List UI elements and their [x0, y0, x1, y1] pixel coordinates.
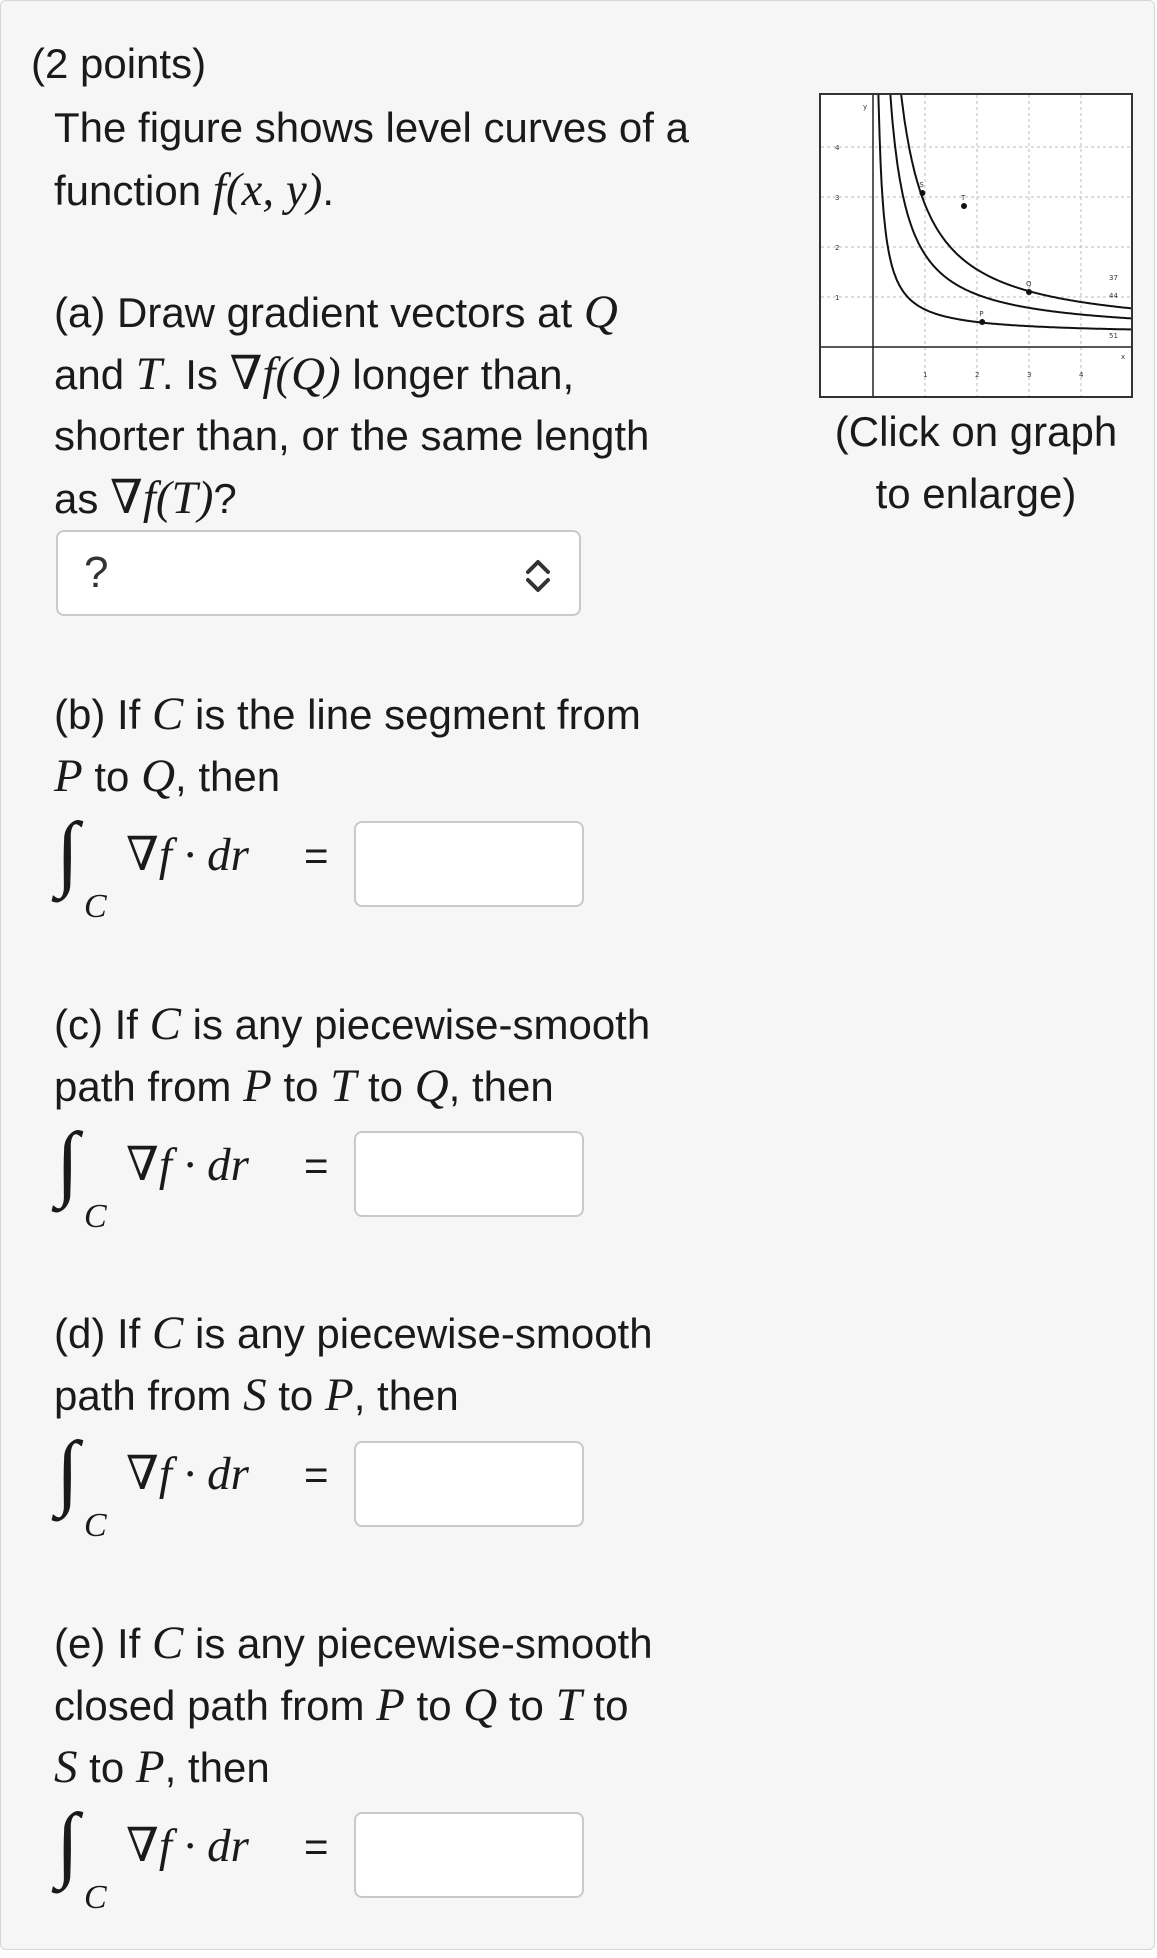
part-e-line-2	[54, 1674, 628, 1737]
part-c-text: , then	[448, 1063, 554, 1110]
part-e-text: , then	[164, 1744, 270, 1791]
part-d-line-1	[54, 1302, 653, 1365]
point-Q	[1026, 289, 1032, 295]
part-b-integral	[54, 807, 354, 927]
point-Q: Q	[414, 1060, 449, 1112]
part-e-integral	[54, 1798, 354, 1918]
part-d-text: , then	[353, 1372, 459, 1419]
intro-text: function	[54, 167, 213, 214]
curve-C: C	[152, 688, 184, 740]
y-tick-label: 2	[835, 244, 840, 252]
part-b-answer-input[interactable]	[354, 821, 584, 907]
graph-caption-line-1: (Click on graph	[834, 408, 1118, 455]
point-S	[919, 190, 925, 196]
x-axis-label: x	[1121, 353, 1126, 361]
point-label: P	[979, 310, 984, 318]
integral-sign: ∫	[56, 806, 80, 899]
part-e-text: to	[404, 1682, 464, 1729]
integrand: ∇f · dr⃗	[126, 1820, 286, 1872]
part-d-answer-input[interactable]	[354, 1441, 584, 1527]
integral-sign: ∫	[56, 1425, 80, 1518]
x-tick-label: 4	[1079, 371, 1084, 379]
part-d-text: is any piecewise-smooth	[183, 1310, 653, 1357]
part-c-line-1	[54, 993, 650, 1056]
part-e-text: closed path from	[54, 1682, 377, 1729]
graph-caption-line-2: to enlarge)	[875, 470, 1077, 517]
x-tick-label: 1	[923, 371, 928, 379]
level-curve-37	[896, 95, 1131, 312]
integral-subscript: C	[84, 1879, 107, 1916]
curve-C: C	[152, 1617, 184, 1669]
part-a-line-2	[54, 343, 574, 406]
part-b-text: to	[82, 753, 142, 800]
part-d-line-2	[54, 1364, 459, 1427]
level-curves-plot	[821, 95, 1131, 396]
part-c-line-2	[54, 1055, 554, 1118]
part-a-text: (a) Draw gradient vectors at	[54, 289, 584, 336]
point-label: T	[961, 194, 966, 202]
part-e-text: to	[581, 1682, 629, 1729]
intro-line-2	[54, 159, 334, 222]
point-Q: Q	[141, 750, 176, 802]
level-curves-graph[interactable]	[819, 93, 1133, 398]
part-c-text: to	[271, 1063, 331, 1110]
part-c-text: to	[356, 1063, 415, 1110]
part-e-text: is any piecewise-smooth	[183, 1620, 653, 1667]
equals-sign: =	[304, 1823, 329, 1870]
part-c-integral	[54, 1117, 354, 1237]
part-d-integral	[54, 1426, 354, 1546]
point-Q: Q	[463, 1679, 498, 1731]
part-e-line-3	[54, 1736, 270, 1799]
point-P: P	[376, 1679, 405, 1731]
point-label: Q	[1026, 280, 1032, 288]
part-b-text: is the line segment from	[183, 691, 641, 738]
y-axis-label: y	[863, 103, 868, 111]
point-T: T	[135, 348, 162, 400]
points-label: (2 points)	[31, 40, 207, 87]
part-a-select[interactable]	[56, 530, 581, 616]
integrand: ∇f · dr⃗	[126, 1139, 286, 1191]
x-tick-label: 2	[975, 371, 980, 379]
point-T	[961, 203, 967, 209]
part-e-answer-input[interactable]	[354, 1812, 584, 1898]
integral-subscript: C	[84, 1507, 107, 1544]
integral-subscript: C	[84, 1198, 107, 1235]
grad-f-T: ∇f(T)	[110, 472, 214, 524]
integrand: ∇f · dr⃗	[126, 829, 286, 881]
part-c-text: path from	[54, 1063, 244, 1110]
part-c-text: (c) If	[54, 1001, 150, 1048]
part-a-text: as	[54, 475, 111, 522]
part-e-text: to	[77, 1744, 136, 1791]
part-d-text: (d) If	[54, 1310, 153, 1357]
curve-C: C	[152, 1307, 184, 1359]
equals-sign: =	[304, 1451, 329, 1498]
part-a-text: ?	[213, 475, 237, 522]
x-tick-label: 3	[1027, 371, 1032, 379]
part-b-text: , then	[175, 753, 281, 800]
point-S: S	[54, 1741, 78, 1793]
integrand: ∇f · dr⃗	[126, 1448, 286, 1500]
part-e-text: (e) If	[54, 1620, 153, 1667]
level-curve-51	[878, 95, 1132, 330]
point-T: T	[330, 1060, 357, 1112]
equals-sign: =	[304, 1142, 329, 1189]
grad-f-Q: ∇f(Q)	[229, 348, 341, 400]
graph-caption	[819, 401, 1133, 525]
point-S: S	[243, 1369, 267, 1421]
point-label: S	[919, 181, 924, 189]
part-c-text: is any piecewise-smooth	[181, 1001, 651, 1048]
y-tick-label: 1	[835, 294, 840, 302]
part-b-line-1	[54, 683, 641, 746]
intro-line-1: The figure shows level curves of a	[54, 104, 689, 151]
y-tick-label: 3	[835, 194, 840, 202]
level-label: 44	[1109, 292, 1118, 300]
function-fxy: f(x, y)	[212, 164, 323, 216]
part-e-line-1	[54, 1612, 653, 1675]
part-e-text: to	[497, 1682, 556, 1729]
part-a-text: and	[54, 351, 136, 398]
part-c-answer-input[interactable]	[354, 1131, 584, 1217]
point-P: P	[243, 1060, 272, 1112]
curve-C: C	[149, 998, 182, 1050]
equals-sign: =	[304, 832, 329, 879]
point-Q: Q	[583, 286, 618, 338]
part-a-line-1	[54, 281, 618, 344]
level-curve-44	[887, 95, 1131, 321]
part-d-text: to	[266, 1372, 325, 1419]
part-a-text: . Is	[161, 351, 230, 398]
point-T: T	[555, 1679, 582, 1731]
part-a-line-3: shorter than, or the same length	[54, 412, 650, 459]
point-P	[979, 319, 985, 325]
part-a-line-4	[54, 467, 237, 530]
point-P: P	[135, 1741, 165, 1793]
part-d-text: path from	[54, 1372, 244, 1419]
level-label: 37	[1109, 274, 1118, 282]
level-label: 51	[1109, 332, 1118, 340]
integral-sign: ∫	[56, 1797, 80, 1890]
part-a-text: longer than,	[340, 351, 575, 398]
intro-period: .	[322, 167, 335, 214]
part-b-text: (b) If	[54, 691, 153, 738]
integral-subscript: C	[84, 888, 107, 925]
point-P: P	[54, 750, 83, 802]
y-tick-label: 4	[835, 144, 840, 152]
part-a-select-value: ?	[84, 548, 109, 597]
point-P: P	[324, 1369, 354, 1421]
chevron-updown-icon	[523, 556, 553, 596]
part-b-line-2	[54, 745, 280, 808]
integral-sign: ∫	[56, 1116, 80, 1209]
